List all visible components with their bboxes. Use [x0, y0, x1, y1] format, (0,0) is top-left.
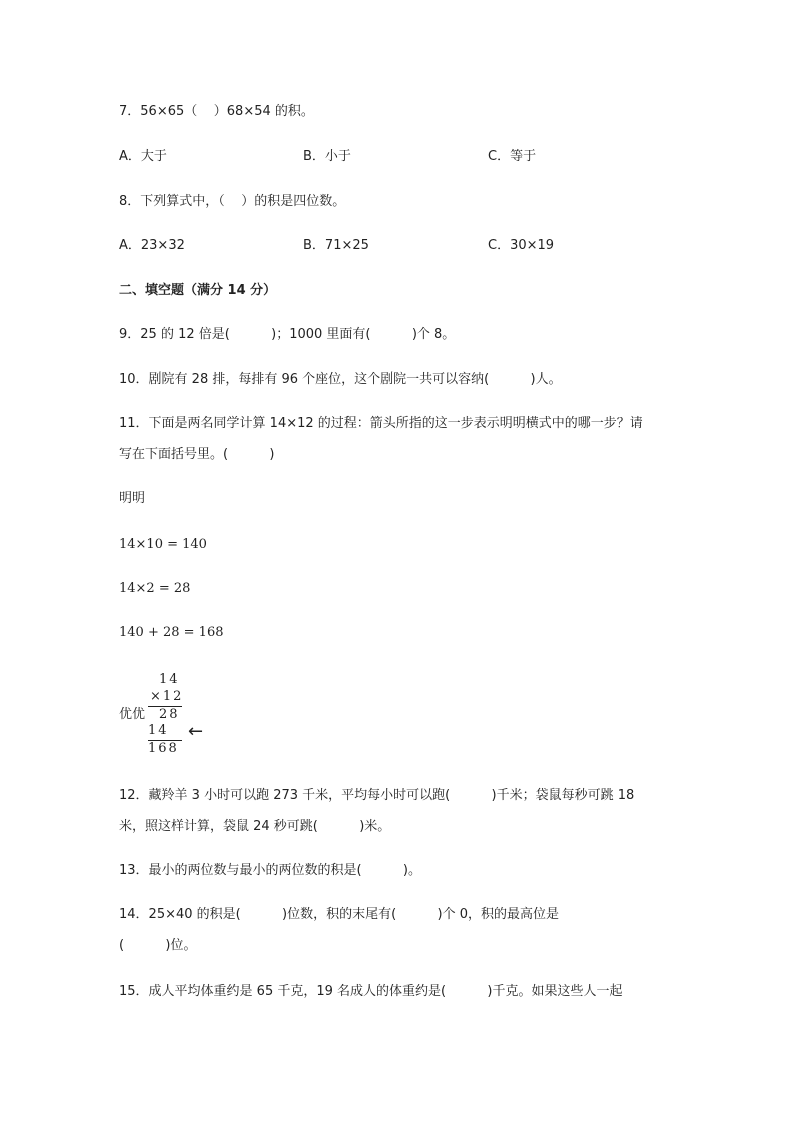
question-14-line-2: ( )位。 [119, 938, 197, 953]
vertical-row-5: 168 [148, 741, 179, 756]
mingming-step-2: 14×2 = 28 [119, 581, 191, 596]
question-11-line-1: 11．下面是两名同学计算 14×12 的过程：箭头所指的这一步表示明明横式中的哪一步？请 [119, 416, 643, 431]
mingming-step-1: 14×10 = 140 [119, 537, 207, 552]
q8-option-a: A．23×32 [119, 238, 185, 253]
mingming-step-3: 140 + 28 = 168 [119, 625, 224, 640]
question-7: 7．56×65（ ）68×54 的积。 [119, 104, 314, 119]
mingming-label: 明明 [119, 491, 146, 506]
question-10: 10．剧院有 28 排，每排有 96 个座位，这个剧院一共可以容纳( )人。 [119, 372, 562, 387]
arrow-left-icon: ← [188, 721, 204, 742]
section-2-title: 二、填空题（满分 14 分） [119, 283, 277, 298]
question-15: 15．成人平均体重约是 65 千克，19 名成人的体重约是( )千克。如果这些人一起 [119, 984, 623, 999]
q7-option-c: C．等于 [488, 149, 537, 164]
vertical-row-4: 14 [148, 723, 169, 738]
vertical-row-3: 28 [159, 707, 180, 722]
youyou-label: 优优 [119, 707, 146, 722]
question-12-line-1: 12．藏羚羊 3 小时可以跑 273 千米，平均每小时可以跑( )千米；袋鼠每秒可跳 18 [119, 788, 635, 803]
question-12-line-2: 米，照这样计算，袋鼠 24 秒可跳( )米。 [119, 819, 391, 834]
question-11-line-2: 写在下面括号里。( ) [119, 447, 275, 462]
q7-option-a: A．大于 [119, 149, 167, 164]
question-8: 8．下列算式中，（ ）的积是四位数。 [119, 194, 346, 209]
q8-option-c: C．30×19 [488, 238, 555, 253]
q7-option-b: B．小于 [303, 149, 351, 164]
vertical-row-1: 14 [159, 672, 180, 687]
q8-option-b: B．71×25 [303, 238, 369, 253]
question-13: 13．最小的两位数与最小的两位数的积是( )。 [119, 863, 422, 878]
question-14-line-1: 14．25×40 的积是( )位数，积的末尾有( )个 0，积的最高位是 [119, 907, 559, 922]
vertical-row-2: ×12 [150, 689, 184, 704]
question-9: 9．25 的 12 倍是( )；1000 里面有( )个 8。 [119, 327, 456, 342]
